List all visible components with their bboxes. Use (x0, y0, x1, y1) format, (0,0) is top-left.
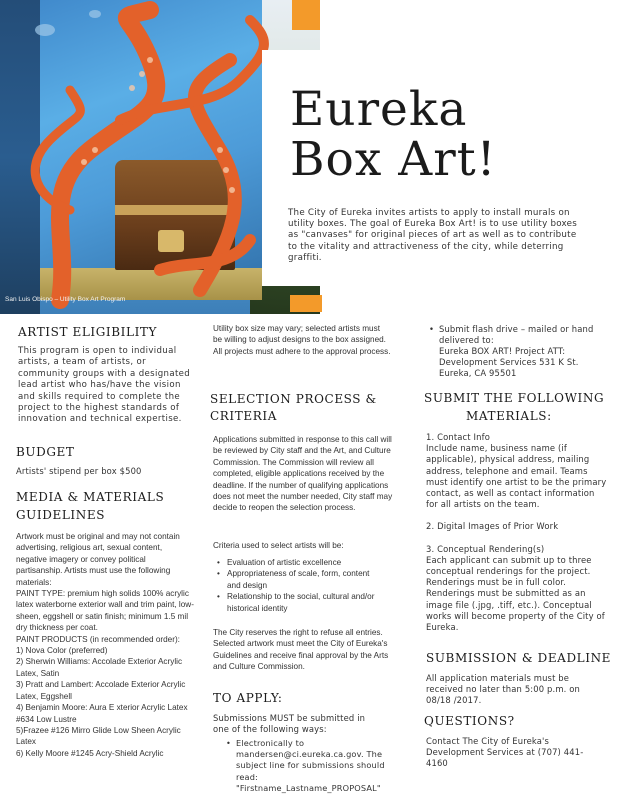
criteria-item: • Appropriateness of scale, form, content and design (215, 568, 385, 591)
renderings-text: Each applicant can submit up to three conceptual renderings for the project. Renderings must be in full color. Renderings must be submitted as an image file (.jpg, .tiff, etc.). Conceptual works will become property of the City of Eureka. (426, 554, 605, 633)
heading-artist-eligibility: ARTIST ELIGIBILITY (18, 325, 158, 339)
product-item: 1) Nova Color (preferred) (16, 646, 108, 656)
submit-materials-block (426, 432, 608, 633)
apply-ways-list (224, 738, 404, 794)
accent-block-bottom (290, 295, 322, 312)
images-heading: 2. Digital Images of Prior Work (426, 521, 559, 532)
contact-heading: 1. Contact Info (426, 432, 490, 442)
heading-media-materials-1: MEDIA & MATERIALS (16, 490, 165, 504)
selection-text: Applications submitted in response to this call will be reviewed by City staff and the Art, and Culture Commission. The Commission will review all completed, eligible applications received by the deadline. If the number of qualifying applications does not meet the number needed, City staff may decide to reopen the selection process. (213, 435, 393, 513)
budget-text: Artists' stipend per box $500 (16, 466, 142, 476)
approval-text: All projects must adhere to the approval process. (213, 346, 391, 356)
mailing-address: Eureka BOX ART! Project ATT: Development Services 531 K St. Eureka, CA 95501 (439, 346, 579, 379)
product-item: 6) Kelly Moore #1245 Acry-Shield Acrylic (16, 748, 164, 758)
criteria-item: • Relationship to the social, cultural and/or historical identity (215, 591, 385, 614)
criteria-intro: Criteria used to select artists will be: (213, 541, 344, 550)
title-line-1: Eureka (290, 82, 468, 137)
heading-to-apply: TO APPLY: (213, 691, 283, 705)
heading-budget: BUDGET (16, 445, 75, 459)
paint-type-text: PAINT TYPE: premium high solids 100% acrylic latex waterborne exterior wall and trim paint, low-sheen, eggshell or satin finish; minimum 1.5 mil dry thickness per coat. (16, 589, 194, 633)
heading-questions: QUESTIONS? (424, 714, 515, 728)
product-item: 5)Frazee #126 Mirro Glide Low Sheen Acrylic Latex (16, 725, 181, 747)
renderings-heading: 3. Conceptual Rendering(s) (426, 543, 545, 554)
title-line-2: Box Art! (290, 132, 497, 187)
flash-drive-list (427, 324, 597, 346)
product-item: 2) Sherwin Williams: Accolade Exterior Acrylic Latex, Satin (16, 657, 183, 678)
apply-text: Submissions MUST be submitted in one of the following ways: (213, 713, 366, 735)
contact-text: Include name, business name (if applicable), physical address, mailing address, telephone and email. Teams must identify one artist to be the primary contact, as well as contact information for all artists on the team. (426, 443, 607, 510)
accent-block-top (292, 0, 320, 30)
box-size-block (213, 323, 391, 357)
eligibility-text: This program is open to individual artists, a team of artists, or community groups with a designated lead artist who has/have the vision and skills required to complete the project to the highest standards of innovation and technical expertise. (18, 346, 191, 425)
heading-deadline: SUBMISSION & DEADLINE (426, 651, 612, 665)
product-item: 4) Benjamin Moore: Aura E xterior Acrylic Latex #634 Low Lustre (16, 703, 188, 724)
heading-media-materials-2: GUIDELINES (16, 508, 106, 522)
criteria-list (215, 557, 385, 614)
product-item: 3) Pratt and Lambert: Accolade Exterior Acrylic Latex, Eggshell (16, 680, 186, 701)
criteria-item: • Evaluation of artistic excellence (215, 557, 385, 568)
rights-text: The City reserves the right to refuse all entries. Selected artwork must meet the City of Eureka's Guidelines and receive final approval by the Arts and Culture Commission. (213, 628, 389, 672)
apply-way-email: • Electronically to mandersen@ci.eureka.ca.gov. The subject line for submissions should read: "Firstname_Lastname_PROPOSAL" (224, 738, 404, 794)
intro-paragraph: The City of Eureka invites artists to apply to install murals on utility boxes. The goal of Eureka Box Art! is to use utility boxes as "canvases" for original pieces of art as well as to contribute to the vitality and attractiveness of the city, while deterring graffiti. (288, 208, 578, 263)
box-size-text: Utility box size may vary; selected artists must be willing to adjust designs to the box assigned. (213, 324, 386, 345)
heading-selection-1: SELECTION PROCESS & (210, 392, 377, 406)
heading-selection-2: CRITERIA (210, 409, 277, 423)
heading-submit-2: MATERIALS: (466, 409, 552, 423)
photo-caption: San Luis Obispo – Utility Box Art Program (5, 296, 126, 303)
media-text: Artwork must be original and may not contain advertising, religious art, sexual content, negative imagery or convey political partisanship. Artists must use the following materials: (16, 532, 180, 587)
flash-drive-item: • Submit flash drive – mailed or hand delivered to: (427, 324, 597, 346)
media-guidelines-block (16, 531, 194, 759)
questions-text: Contact The City of Eureka's Development Services at (707) 441-4160 (426, 736, 584, 769)
page-title (290, 82, 497, 187)
paint-products-heading: PAINT PRODUCTS (in recommended order): (16, 634, 180, 644)
heading-submit-1: SUBMIT THE FOLLOWING (424, 391, 605, 405)
deadline-text: All application materials must be received no later than 5:00 p.m. on 08/18 /2017. (426, 673, 580, 706)
